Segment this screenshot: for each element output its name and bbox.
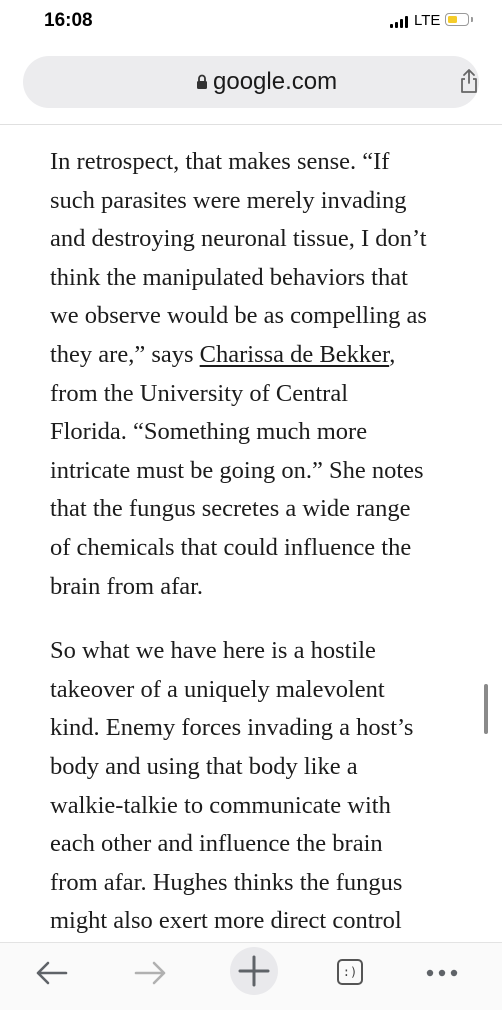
network-type: LTE [414,12,441,29]
text-line: So what we have here is a hostile [50,637,376,665]
status-bar [0,0,502,44]
forward-arrow-icon [128,951,172,995]
battery-tip [471,17,473,22]
text-line: takeover of a uniquely malevolent [50,675,385,703]
lock-icon [196,74,208,90]
paragraph-1 [50,143,470,606]
text-line: of chemicals that could influence the [50,533,412,561]
paragraph-2 [50,632,470,940]
text-line: body and using that body like a [50,752,358,780]
text-line: and destroying neuronal tissue, I don’t [50,225,427,253]
tab-switcher-icon: :) [337,959,363,985]
text-line: from afar. Hughes thinks the fungus [50,868,403,896]
text-line-with-link [50,336,470,375]
text-line: from the University of Central [50,379,349,407]
more-icon [420,951,464,995]
signal-strength-icon [390,16,410,28]
text-fragment: they are,” says [50,340,200,368]
status-time: 16:08 [44,10,93,31]
forward-button[interactable] [128,951,172,995]
text-line: kind. Enemy forces invading a host’s [50,714,414,742]
header-divider [0,124,502,125]
back-button[interactable] [30,951,74,995]
text-line: Florida. “Something much more [50,418,368,446]
text-line: such parasites were merely invading [50,186,407,214]
text-line: intricate must be going on.” She notes [50,456,424,484]
text-line: each other and influence the brain [50,830,383,858]
article-body [50,143,470,940]
share-icon[interactable] [458,68,480,94]
tab-switcher-button[interactable] [332,951,376,995]
text-fragment: , [389,340,396,368]
back-arrow-icon [30,951,74,995]
more-menu-button[interactable] [420,951,464,995]
url-text[interactable]: google.com [213,68,338,95]
bottom-toolbar [0,942,502,1010]
scrollbar-thumb[interactable] [484,684,488,734]
text-line: think the manipulated behaviors that [50,263,408,291]
text-line: brain from afar. [50,572,204,600]
text-line: In retrospect, that makes sense. “If [50,148,390,175]
text-line: we observe would be as compelling as [50,302,427,330]
text-line: might also exert more direct control [50,907,402,935]
battery-icon [445,13,469,26]
text-line: walkie-talkie to communicate with [50,791,391,819]
text-line: that the fungus secretes a wide range [50,495,411,523]
address-bar[interactable] [23,56,479,108]
new-tab-button[interactable] [230,947,278,995]
plus-icon [230,947,278,995]
author-link[interactable]: Charissa de Bekker [199,340,390,368]
